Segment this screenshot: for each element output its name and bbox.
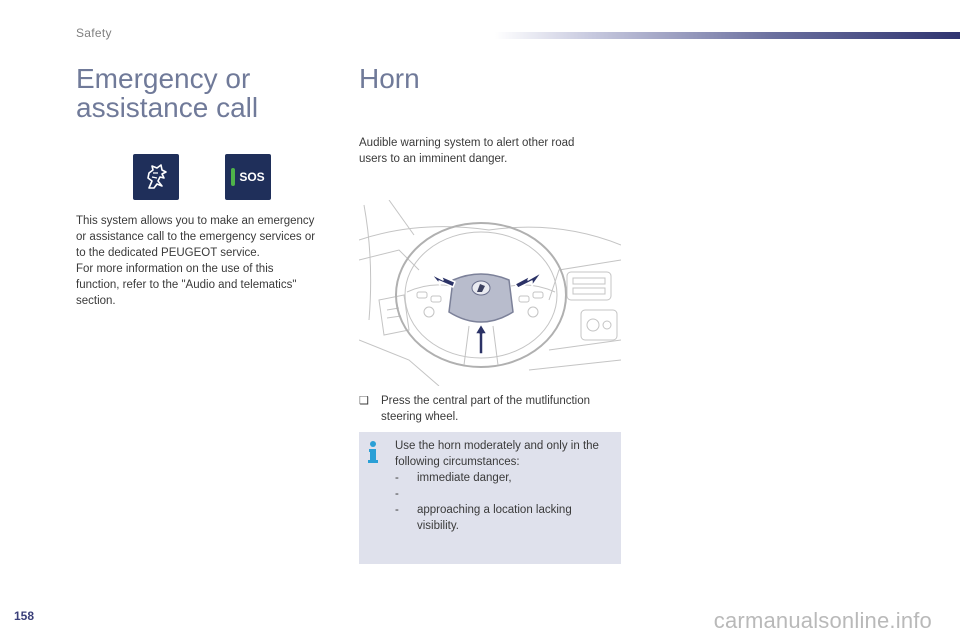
list-item-text: visibility. xyxy=(417,520,459,532)
horn-heading: Horn xyxy=(359,63,420,94)
peugeot-lion-icon xyxy=(140,161,172,193)
header-bar xyxy=(495,32,960,39)
list-dash: - xyxy=(395,472,399,484)
list-item-text: immediate danger, xyxy=(417,472,512,484)
emergency-call-heading xyxy=(76,64,336,122)
horn-intro xyxy=(359,135,609,167)
emergency-text-line: For more information on the use of this xyxy=(76,263,274,275)
emergency-text-line: to the dedicated PEUGEOT service. xyxy=(76,247,260,259)
sos-label: SOS xyxy=(239,170,265,184)
list-item xyxy=(395,486,617,502)
checkbox-bullet-icon: ❑ xyxy=(359,395,369,407)
emergency-heading-line-2: assistance call xyxy=(76,92,259,123)
steering-wheel-horn-illustration xyxy=(359,200,621,386)
list-item xyxy=(395,470,617,486)
horn-intro-line: Audible warning system to alert other road xyxy=(359,137,575,149)
info-intro-line: following circumstances: xyxy=(395,456,520,468)
emergency-call-description xyxy=(76,213,341,309)
instruction-line: steering wheel. xyxy=(381,411,459,423)
section-label: Safety xyxy=(76,26,112,40)
list-dash xyxy=(395,518,417,534)
info-intro-line: Use the horn moderately and only in the xyxy=(395,440,599,452)
peugeot-assistance-button xyxy=(133,154,179,200)
horn-usage-list xyxy=(395,470,617,534)
horn-intro-line: users to an imminent danger. xyxy=(359,153,508,165)
sos-led-icon xyxy=(231,168,235,186)
page-number: 158 xyxy=(14,609,35,623)
sos-button xyxy=(225,154,271,200)
list-item-text: approaching a location lacking xyxy=(417,504,572,516)
emergency-text-line: section. xyxy=(76,295,116,307)
emergency-heading-line-1: Emergency or xyxy=(76,63,251,94)
instruction-line: Press the central part of the mutlifunction xyxy=(381,395,591,407)
emergency-text-line: This system allows you to make an emergency xyxy=(76,215,315,227)
emergency-text-line: or assistance call to the emergency services or xyxy=(76,231,316,243)
info-content xyxy=(395,438,617,534)
emergency-text-line: function, refer to the "Audio and telematics" xyxy=(76,279,297,291)
list-dash: - xyxy=(395,504,399,516)
horn-instruction xyxy=(359,393,621,425)
steering-wheel-illustration xyxy=(359,200,621,386)
list-item xyxy=(395,518,617,534)
list-dash: - xyxy=(395,488,399,500)
info-icon xyxy=(364,440,382,464)
list-item xyxy=(395,502,617,518)
watermark: carmanualsonline.info xyxy=(713,608,932,633)
